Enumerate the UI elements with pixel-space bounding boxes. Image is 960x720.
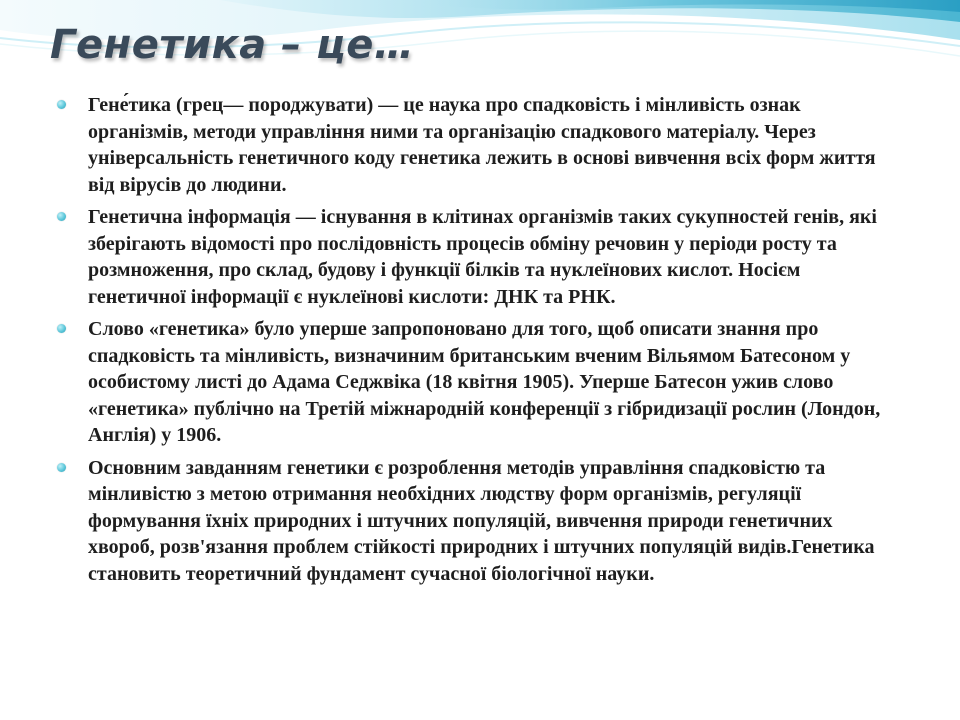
term: Гене́тика bbox=[88, 94, 172, 116]
bullet-icon bbox=[57, 463, 66, 472]
definition-text: — існування в клітинах організмів таких сукупностей генів, які зберігають відомості про послідовність процесів обміну речовин у періоди росту та розмноження, про склад, будову і функції білків та нуклеїнових кислот. Носієм генетичної інформації є нуклеїнові кислоти: ДНК та РНК. bbox=[88, 206, 877, 308]
list-item bbox=[54, 455, 894, 588]
bullet-icon bbox=[57, 100, 66, 109]
prefix-text: Слово « bbox=[88, 318, 159, 340]
list-item bbox=[54, 316, 894, 449]
bullet-icon bbox=[57, 324, 66, 333]
definition-text: (грец— породжувати) — це наука про спадковість і мінливість ознак організмів, методи управління ними та організацію спадкового матеріалу. Через універсальність генетичного коду генетика лежить в основі вивчення всіх форм життя від вірусів до людини. bbox=[88, 94, 876, 196]
bullet-icon bbox=[57, 212, 66, 221]
slide-title: Генетика – це… bbox=[50, 22, 415, 68]
list-item bbox=[54, 92, 894, 198]
definition-text: » було уперше запропоновано для того, щоб описати знання про спадковість та мінливість, визначиним британським вченим Вільямом Батесоном у особистому листі до Адама Седжвіка (18 квітня 1905). Уперше Батесон ужив слово «генетика» публічно на Третій міжнародній конференції з гібридизації рослин (Лондон, Англія) у 1906. bbox=[88, 318, 881, 446]
term: Основним завданням bbox=[88, 456, 282, 479]
definition-text: генетики є розроблення методів управління спадковістю та мінливістю з метою отримання необхідних людству форм організмів, регуляції формування їхніх природних і штучних популяцій, вивчення природи генетичних хвороб, розв'язання проблем стійкості природних і штучних популяцій видів.Генетика становить теоретичний фундамент сучасної біологічної науки. bbox=[88, 456, 875, 585]
list-item bbox=[54, 204, 894, 310]
term: Генетична інформація bbox=[88, 206, 291, 228]
term: генетика bbox=[158, 318, 240, 340]
bullet-list bbox=[54, 92, 894, 593]
